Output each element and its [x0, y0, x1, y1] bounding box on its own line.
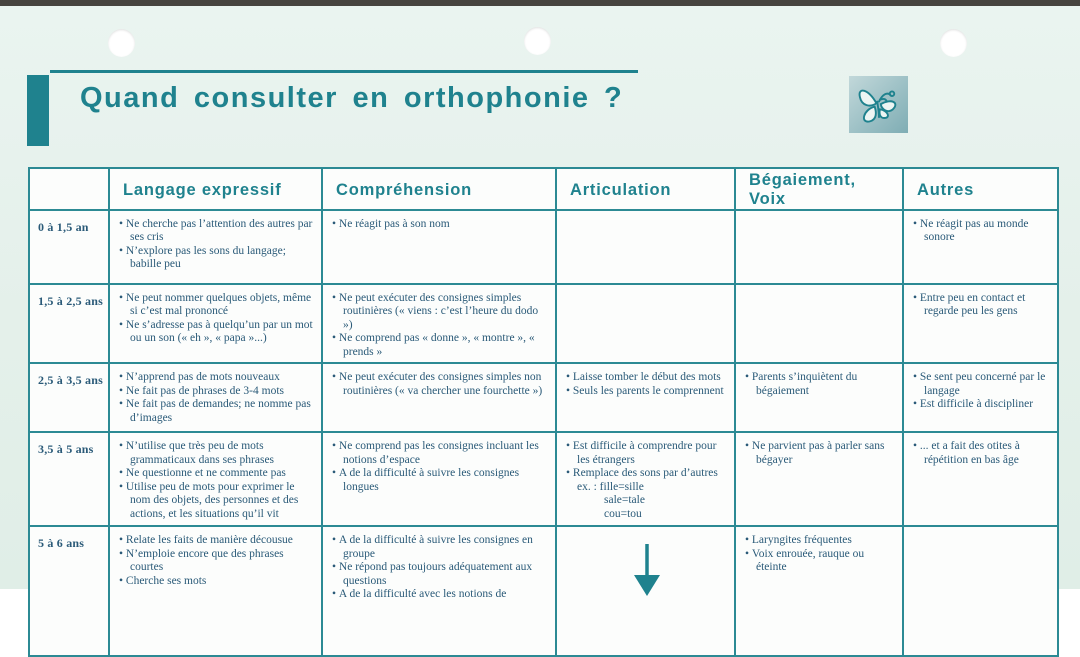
milestone-item: • Laryngites fréquentes — [745, 534, 896, 547]
title-accent-bar — [27, 75, 49, 146]
butterfly-logo-icon — [849, 76, 908, 133]
milestone-item: • Ne peut exécuter des consignes simples routinières (« viens : c’est l’heure du dodo ») — [332, 292, 549, 332]
column-header-comprehension: Compréhension — [322, 168, 556, 210]
column-header-autres: Autres — [903, 168, 1058, 210]
milestone-item: • Ne peut exécuter des consignes simples non routinières (« va chercher une fourchette ») — [332, 371, 549, 398]
milestone-cell — [109, 363, 322, 432]
milestone-list — [566, 371, 728, 398]
milestone-item: • Laisse tomber le début des mots — [566, 371, 728, 384]
milestone-item: • Seuls les parents le comprennent — [566, 385, 728, 398]
milestone-item: • Est difficile à discipliner — [913, 398, 1051, 411]
column-header-age — [29, 168, 109, 210]
table-row-2-5-a-3-5-ans — [29, 363, 1058, 432]
punch-hole — [524, 27, 551, 55]
milestone-item: • A de la difficulté avec les notions de — [332, 588, 549, 601]
milestone-item: • N’emploie encore que des phrases courtes — [119, 548, 315, 575]
milestone-item: • Est difficile à comprendre pour les étrangers — [566, 440, 728, 467]
milestone-item: • N’apprend pas de mots nouveaux — [119, 371, 315, 384]
milestone-subline: ex. : fille=sille — [577, 480, 644, 493]
milestone-cell — [109, 210, 322, 284]
milestone-cell — [735, 363, 903, 432]
page-title: Quand consulter en orthophonie ? — [80, 82, 624, 114]
milestone-list — [566, 440, 728, 521]
milestone-subline: cou=tou — [604, 507, 642, 520]
milestone-item: • Utilise peu de mots pour exprimer le nom des objets, des personnes et des actions, et les situations qu’il vit — [119, 481, 315, 521]
table-row-3-5-a-5-ans — [29, 432, 1058, 526]
milestone-item: • Ne peut nommer quelques objets, même si c’est mal prononcé — [119, 292, 315, 319]
milestone-item: • N’utilise que très peu de mots grammaticaux dans ses phrases — [119, 440, 315, 467]
age-range-label: 0 à 1,5 an — [29, 210, 109, 284]
milestone-item: • Ne questionne et ne commente pas — [119, 467, 315, 480]
milestone-cell — [109, 284, 322, 363]
milestone-item: • Ne comprend pas « donne », « montre », « prends » — [332, 332, 549, 359]
milestone-subline: sale=tale — [604, 494, 645, 507]
milestone-item: • Entre peu en contact et regarde peu les gens — [913, 292, 1051, 319]
milestone-item: • Ne cherche pas l’attention des autres par ses cris — [119, 218, 315, 245]
milestone-item: • Ne réagit pas au monde sonore — [913, 218, 1051, 245]
milestone-item: • N’explore pas les sons du langage; babille peu — [119, 245, 315, 272]
milestone-cell — [109, 432, 322, 526]
milestone-list — [332, 371, 549, 398]
milestone-cell — [903, 284, 1058, 363]
milestone-list — [119, 371, 315, 425]
milestone-cell — [556, 526, 735, 656]
table-body — [29, 210, 1058, 656]
age-range-label: 5 à 6 ans — [29, 526, 109, 656]
milestone-cell — [322, 363, 556, 432]
milestones-table — [28, 167, 1059, 657]
milestone-cell — [322, 526, 556, 656]
milestone-list — [119, 440, 315, 521]
punch-hole — [108, 29, 135, 57]
milestone-list — [332, 534, 549, 601]
age-range-label: 1,5 à 2,5 ans — [29, 284, 109, 363]
milestone-item: • Ne s’adresse pas à quelqu’un par un mot ou un son (« eh », « papa »...) — [119, 319, 315, 346]
milestone-item: • Ne fait pas de demandes; ne nomme pas d’images — [119, 398, 315, 425]
milestone-cell — [903, 363, 1058, 432]
milestone-list — [119, 218, 315, 272]
table-row-5-a-6-ans — [29, 526, 1058, 656]
milestone-cell — [735, 284, 903, 363]
table-header-row — [29, 168, 1058, 210]
table-header — [29, 168, 1058, 210]
milestone-item: • Ne comprend pas les consignes incluant les notions d’espace — [332, 440, 549, 467]
milestone-cell — [735, 210, 903, 284]
milestone-item: • Relate les faits de manière décousue — [119, 534, 315, 547]
milestone-item: • A de la difficulté à suivre les consignes en groupe — [332, 534, 549, 561]
scan-edge-strip — [0, 0, 1080, 6]
milestone-list — [745, 440, 896, 467]
age-range-label: 3,5 à 5 ans — [29, 432, 109, 526]
milestone-item: • Se sent peu concerné par le langage — [913, 371, 1051, 398]
milestone-cell — [903, 432, 1058, 526]
milestone-list — [913, 292, 1051, 319]
age-range-label: 2,5 à 3,5 ans — [29, 363, 109, 432]
milestone-list — [913, 218, 1051, 245]
milestone-item: • Ne fait pas de phrases de 3-4 mots — [119, 385, 315, 398]
milestone-cell — [322, 284, 556, 363]
table-row-0-a-1-5-an — [29, 210, 1058, 284]
milestone-item: • Ne répond pas toujours adéquatement aux questions — [332, 561, 549, 588]
milestone-item: • Cherche ses mots — [119, 575, 315, 588]
milestone-cell — [109, 526, 322, 656]
column-header-langage-expressif: Langage expressif — [109, 168, 322, 210]
milestone-cell — [556, 363, 735, 432]
down-arrow-icon — [633, 544, 661, 596]
milestone-item: • Remplace des sons par d’autres — [566, 467, 728, 480]
milestone-list — [119, 534, 315, 588]
milestone-list — [332, 440, 549, 494]
milestone-list — [332, 292, 549, 359]
milestone-cell — [556, 432, 735, 526]
milestone-item: • Parents s’inquiètent du bégaiement — [745, 371, 896, 398]
milestone-list — [913, 371, 1051, 411]
table-row-1-5-a-2-5-ans — [29, 284, 1058, 363]
punch-hole — [940, 29, 967, 57]
milestone-item: • ... et a fait des otites à répétition en bas âge — [913, 440, 1051, 467]
column-header-articulation: Articulation — [556, 168, 735, 210]
milestone-list — [745, 371, 896, 398]
milestone-item: • Ne parvient pas à parler sans bégayer — [745, 440, 896, 467]
milestone-cell — [735, 526, 903, 656]
milestone-item: • Ne réagit pas à son nom — [332, 218, 549, 231]
milestone-list — [332, 218, 549, 231]
milestone-list — [119, 292, 315, 346]
title-rule — [50, 70, 638, 73]
milestone-item: • A de la difficulté à suivre les consignes longues — [332, 467, 549, 494]
milestone-cell — [735, 432, 903, 526]
milestone-cell — [556, 210, 735, 284]
milestone-list — [745, 534, 896, 574]
milestone-cell — [903, 526, 1058, 656]
milestone-cell — [556, 284, 735, 363]
milestone-cell — [903, 210, 1058, 284]
milestone-item: • Voix enrouée, rauque ou éteinte — [745, 548, 896, 575]
milestone-list — [913, 440, 1051, 467]
column-header-begaiement-voix: Bégaiement, Voix — [735, 168, 903, 210]
milestone-cell — [322, 432, 556, 526]
milestone-cell — [322, 210, 556, 284]
